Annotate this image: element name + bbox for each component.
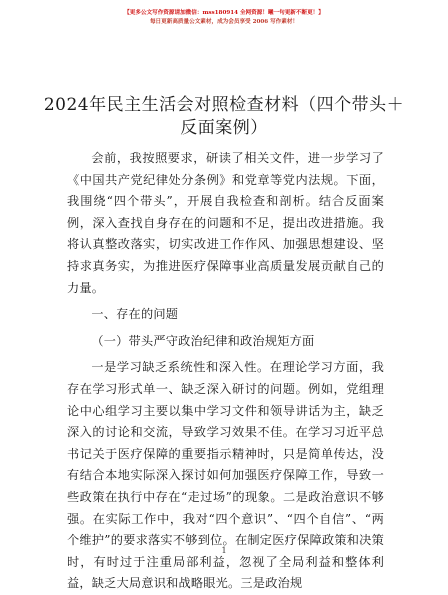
page-number: 1	[221, 546, 227, 555]
subsection-heading: （一）带头严守政治纪律和政治规矩方面	[91, 333, 315, 348]
promo-banner-line-1: 【更多公文写作资源请加微信：mss180914 全网资源！曦一句更新不断更！】	[124, 10, 324, 16]
body-paragraph: 一是学习缺乏系统性和深入性。在理论学习方面，我存在学习形式单一、缺乏深入研讨的问题。例如，党组理论中心组学习主要以集中学习文件和领导讲话为主，缺乏深入的讨论和交流，导致学习效果不佳。在学习习近平总书记关于医疗保障的重要指示精神时，只是简单传达，没有结合本地实际深入探讨如何加强医疗保障工作，导致一些政策在执行中存在“走过场”的现象。二是政治意识不够强。在实际工作中，我对“四个意识”、“四个自信”、“两个维护”的要求落实不够到位。在制定医疗保障政策和决策时，有时过于注重局部利益，忽视了全局利益和整体利益，缺乏大局意识和战略眼光。三是政治规	[67, 360, 384, 591]
document-body	[67, 148, 384, 595]
section-heading: 一、存在的问题	[91, 307, 179, 322]
intro-paragraph: 会前，我按照要求，研读了相关文件，进一步学习了《中国共产党纪律处分条例》和党章等党内法规。下面，我围绕“四个带头”，开展自我检查和剖析。结合反面案例，深入查找自身存在的问题和不足，提出改进措施。我将认真整改落实，切实改进工作作风、加强思想建设、坚持求真务实，为推进医疗保障事业高质量发展贡献自己的力量。	[67, 151, 384, 295]
document-title: 2024年民主生活会对照检查材料（四个带头＋反面案例）	[43, 95, 405, 138]
promo-banner-line-2: 每日更新高质量公文素材，成为会员享受 2006 写作素材！	[149, 19, 299, 25]
